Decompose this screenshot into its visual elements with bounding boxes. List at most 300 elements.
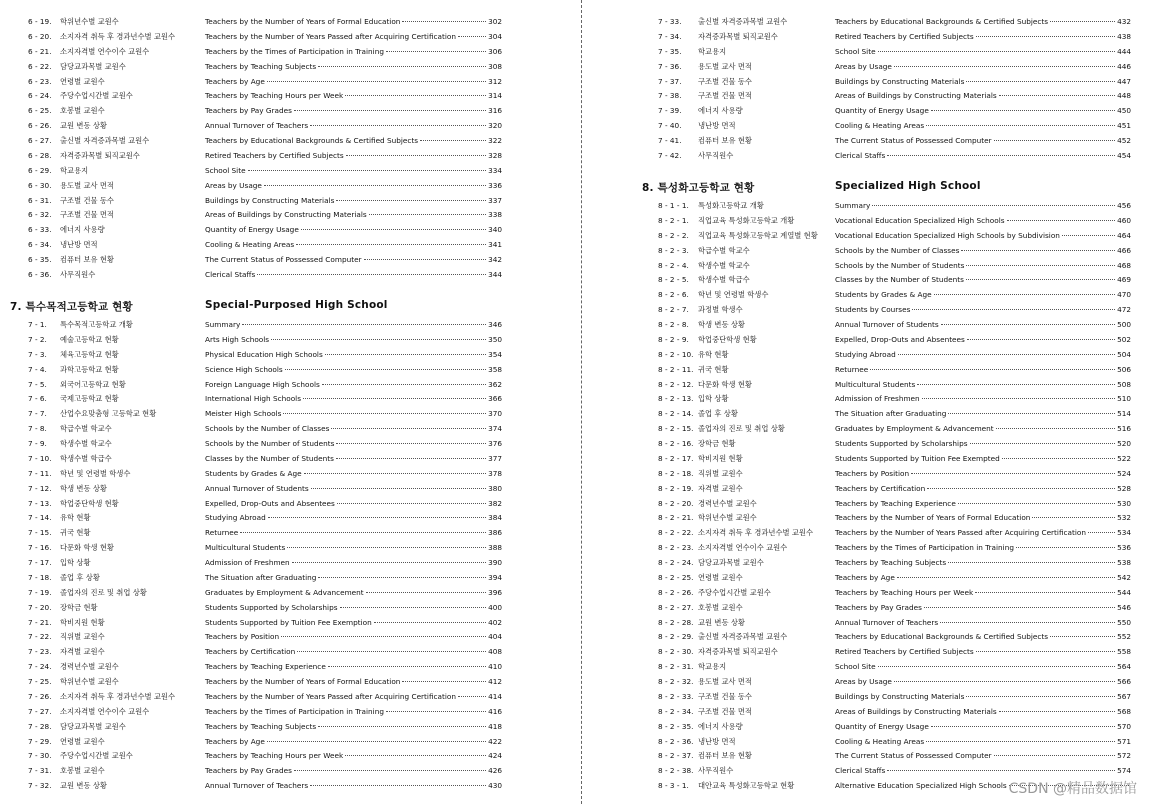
dot-leader	[301, 229, 486, 230]
toc-entry[interactable]	[588, 199, 1151, 214]
entry-title-en: Summary	[835, 201, 871, 210]
entry-title-en: Teachers by the Number of Years of Formal Education	[205, 17, 401, 26]
toc-entry[interactable]	[588, 616, 1151, 631]
entry-title-en: Teachers by the Number of Years of Formal Education	[205, 677, 401, 686]
entry-title-ko: 학년 및 연령별 학생수	[698, 290, 769, 300]
entry-title-en: Clerical Staffs	[205, 269, 256, 279]
toc-entry[interactable]	[0, 378, 575, 393]
entry-title-ko: 자격증과목별 퇴직교원수	[698, 647, 778, 657]
toc-entry[interactable]	[0, 134, 575, 149]
entry-number: 6 - 21.	[28, 46, 52, 56]
entry-title-en: Expelled, Drop-Outs and Absentees	[835, 334, 965, 344]
toc-entry[interactable]	[0, 660, 575, 675]
toc-entry[interactable]	[0, 749, 575, 764]
entry-title-en: Teachers by Teaching Subjects	[205, 721, 317, 731]
entry-number: 7 - 40.	[658, 121, 682, 131]
entry-title-en-line	[205, 660, 502, 675]
entry-page-number: 432	[1117, 17, 1131, 26]
toc-entry[interactable]	[0, 348, 575, 363]
dot-leader	[336, 443, 486, 444]
toc-entry[interactable]	[588, 75, 1151, 90]
entry-number: 8 - 2 - 28.	[658, 617, 694, 627]
entry-title-ko: 졸업 후 상황	[698, 409, 738, 419]
dot-leader	[897, 577, 1115, 578]
entry-title-ko: 용도별 교사 면적	[60, 180, 114, 190]
toc-entry[interactable]	[0, 104, 575, 119]
entry-page-number: 376	[488, 439, 502, 448]
entry-title-en-line	[205, 119, 502, 134]
entry-page-number: 316	[488, 106, 502, 116]
entry-title-en: Science High Schools	[205, 364, 283, 374]
toc-entry[interactable]	[0, 318, 575, 333]
entry-number: 8 - 2 - 18.	[658, 468, 694, 478]
toc-entry[interactable]	[588, 104, 1151, 119]
dot-leader	[271, 339, 486, 340]
entry-title-ko: 컴퓨터 보유 현황	[698, 136, 752, 145]
entry-page-number: 378	[488, 468, 502, 478]
toc-entry[interactable]	[0, 526, 575, 541]
entry-page-number: 382	[488, 498, 502, 508]
toc-entry[interactable]	[588, 348, 1151, 363]
dot-leader	[304, 473, 486, 474]
dot-leader	[934, 294, 1115, 295]
dot-leader	[1088, 532, 1115, 533]
entry-title-ko: 입학 상황	[698, 394, 729, 404]
entry-title-ko: 에너지 사용량	[698, 106, 743, 116]
entry-title-en: Schools by the Number of Classes	[205, 424, 330, 434]
toc-entry[interactable]	[588, 259, 1151, 274]
toc-entry[interactable]	[588, 749, 1151, 764]
entry-number: 7 - 28.	[28, 721, 52, 731]
entry-title-en: Annual Turnover of Students	[835, 320, 939, 329]
dot-leader	[294, 110, 486, 111]
entry-number: 8 - 2 - 3.	[658, 245, 689, 255]
entry-title-en-line	[205, 586, 502, 601]
dot-leader	[328, 666, 486, 667]
toc-entry[interactable]	[588, 437, 1151, 452]
toc-entry[interactable]	[588, 467, 1151, 482]
dot-leader	[257, 274, 486, 275]
entry-page-number: 564	[1117, 662, 1131, 672]
toc-entry[interactable]	[588, 229, 1151, 244]
toc-entry[interactable]	[0, 223, 575, 238]
dot-leader	[1050, 636, 1115, 637]
entry-number: 7 - 19.	[28, 587, 52, 597]
toc-entry[interactable]	[0, 437, 575, 452]
toc-entry[interactable]	[0, 89, 575, 104]
entry-title-en: Teachers by the Times of Participation in Training	[205, 46, 384, 56]
toc-entry[interactable]	[588, 541, 1151, 556]
toc-entry[interactable]	[0, 238, 575, 253]
entry-title-ko: 냉난방 면적	[698, 121, 736, 131]
toc-entry[interactable]	[0, 720, 575, 735]
entry-title-en-line	[835, 452, 1131, 467]
toc-entry[interactable]	[588, 452, 1151, 467]
entry-title-en: Teachers by Educational Backgrounds & Certified Subjects	[835, 17, 1049, 26]
toc-entry[interactable]	[0, 630, 575, 645]
toc-entry[interactable]	[0, 363, 575, 378]
toc-entry[interactable]	[588, 660, 1151, 675]
toc-entry[interactable]	[588, 497, 1151, 512]
entry-page-number: 456	[1117, 201, 1131, 210]
entry-title-ko: 학교용지	[698, 46, 727, 56]
entry-title-en-line	[205, 675, 502, 690]
entry-title-ko: 출신별 자격증과목별 교원수	[60, 136, 150, 145]
entry-title-en-line	[835, 348, 1131, 363]
dot-leader	[941, 324, 1115, 325]
entry-title-ko: 구조별 건물 면적	[698, 91, 752, 101]
entry-page-number: 542	[1117, 572, 1131, 582]
dot-leader	[970, 443, 1116, 444]
section-7-title-en: Special-Purposed High School	[205, 299, 388, 311]
toc-entry[interactable]	[588, 630, 1151, 645]
toc-entry[interactable]	[588, 214, 1151, 229]
entry-title-en-line	[835, 229, 1131, 244]
toc-entry[interactable]	[0, 452, 575, 467]
entry-title-ko: 주당수업시간별 교원수	[60, 751, 133, 761]
entry-number: 8 - 2 - 35.	[658, 721, 694, 731]
dot-leader	[878, 51, 1116, 52]
entry-title-en-line	[205, 720, 502, 735]
entry-number: 6 - 25.	[28, 106, 52, 116]
entry-title-ko: 출신별 자격증과목별 교원수	[698, 632, 788, 642]
entry-number: 8 - 2 - 24.	[658, 558, 694, 567]
entry-title-en: Teachers by Teaching Hours per Week	[205, 751, 344, 761]
entry-title-ko: 학위년수별 교원수	[60, 17, 119, 26]
entry-number: 7 - 13.	[28, 498, 52, 508]
entry-page-number: 546	[1117, 602, 1131, 612]
entry-title-en-line	[835, 660, 1131, 675]
entry-title-ko: 학생수별 학급수	[698, 275, 750, 285]
entry-number: 7 - 7.	[28, 409, 47, 419]
dot-leader	[325, 354, 486, 355]
entry-title-ko: 학위년수별 교원수	[60, 677, 119, 686]
dot-leader	[296, 244, 486, 245]
entry-title-en-line	[205, 134, 502, 149]
toc-entry[interactable]	[588, 318, 1151, 333]
entry-title-ko: 주당수업시간별 교원수	[60, 91, 133, 101]
dot-leader	[976, 36, 1115, 37]
entry-title-ko: 구조별 건물 면적	[698, 706, 752, 716]
entry-title-ko: 컴퓨터 보유 현황	[60, 255, 114, 264]
toc-entry[interactable]	[588, 45, 1151, 60]
entry-title-ko: 호봉별 교원수	[698, 602, 743, 612]
entry-title-en-line	[205, 60, 502, 75]
dot-leader	[894, 681, 1115, 682]
entry-title-en-line	[835, 467, 1131, 482]
toc-entry[interactable]	[588, 720, 1151, 735]
toc-entry[interactable]	[0, 511, 575, 526]
entry-title-ko: 소지자격 취득 후 경과년수별 교원수	[698, 528, 814, 538]
entry-title-en-line	[835, 303, 1131, 318]
dot-leader	[318, 577, 486, 578]
toc-entry[interactable]	[588, 30, 1151, 45]
entry-page-number: 346	[488, 320, 502, 329]
toc-entry[interactable]	[588, 392, 1151, 407]
entry-title-en: Studying Abroad	[835, 349, 896, 359]
entry-number: 8 - 2 - 32.	[658, 677, 694, 686]
toc-entry[interactable]	[588, 556, 1151, 571]
entry-number: 6 - 35.	[28, 255, 52, 264]
entry-number: 7 - 10.	[28, 453, 52, 463]
entry-title-ko: 주당수업시간별 교원수	[698, 587, 771, 597]
dot-leader	[369, 214, 486, 215]
entry-page-number: 400	[488, 602, 502, 612]
toc-entry[interactable]	[588, 705, 1151, 720]
entry-number: 8 - 2 - 8.	[658, 320, 689, 329]
entry-title-en-line	[835, 288, 1131, 303]
toc-entry[interactable]	[0, 482, 575, 497]
entry-number: 6 - 20.	[28, 31, 52, 41]
toc-entry[interactable]	[0, 119, 575, 134]
entry-number: 7 - 24.	[28, 662, 52, 672]
dot-leader	[931, 110, 1115, 111]
entry-page-number: 390	[488, 558, 502, 567]
toc-entry[interactable]	[588, 333, 1151, 348]
dot-leader	[240, 532, 486, 533]
entry-page-number: 438	[1117, 31, 1131, 41]
toc-entry[interactable]	[588, 288, 1151, 303]
toc-entry[interactable]	[0, 764, 575, 779]
dot-leader	[1016, 547, 1115, 548]
entry-page-number: 520	[1117, 439, 1131, 448]
entry-title-en: Schools by the Number of Classes	[835, 245, 960, 255]
toc-entry[interactable]	[0, 333, 575, 348]
entry-title-en: Cooling & Heating Areas	[835, 736, 925, 746]
toc-entry[interactable]	[588, 690, 1151, 705]
toc-entry[interactable]	[588, 675, 1151, 690]
entry-title-ko: 특수목적고등학교 개황	[60, 320, 133, 329]
entry-title-en-line	[205, 104, 502, 119]
entry-number: 6 - 29.	[28, 165, 52, 175]
dot-leader	[374, 622, 486, 623]
toc-entry[interactable]	[0, 616, 575, 631]
entry-title-ko: 구조별 건물 동수	[698, 691, 752, 701]
entry-title-ko: 용도별 교사 면적	[698, 677, 752, 686]
entry-title-ko: 경력년수별 교원수	[698, 498, 757, 508]
toc-list-section-7	[0, 318, 575, 794]
toc-entry[interactable]	[0, 779, 575, 794]
entry-page-number: 334	[488, 165, 502, 175]
toc-entry[interactable]	[0, 467, 575, 482]
entry-title-en-line	[835, 749, 1131, 764]
entry-title-en: Admission of Freshmen	[835, 394, 920, 404]
dot-leader	[268, 517, 486, 518]
entry-number: 8 - 2 - 12.	[658, 379, 694, 389]
entry-number: 7 - 33.	[658, 17, 682, 26]
entry-title-en-line	[205, 348, 502, 363]
toc-entry[interactable]	[588, 735, 1151, 750]
toc-entry[interactable]	[0, 571, 575, 586]
toc-entry[interactable]	[0, 675, 575, 690]
entry-title-ko: 에너지 사용량	[60, 225, 105, 235]
toc-entry[interactable]	[588, 273, 1151, 288]
dot-leader	[922, 398, 1115, 399]
dot-leader	[281, 636, 486, 637]
entry-title-en: The Current Status of Possessed Computer	[835, 136, 992, 145]
dot-leader	[322, 384, 486, 385]
entry-page-number: 544	[1117, 587, 1131, 597]
toc-entry[interactable]	[588, 303, 1151, 318]
toc-entry[interactable]	[588, 586, 1151, 601]
entry-title-ko: 소지자격별 연수이수 교원수	[60, 706, 150, 716]
entry-title-en: Teachers by the Number of Years Passed after Acquiring Certification	[205, 691, 457, 701]
entry-title-en-line	[835, 392, 1131, 407]
entry-page-number: 308	[488, 61, 502, 71]
entry-title-en-line	[205, 30, 502, 45]
entry-title-en-line	[205, 194, 502, 209]
entry-title-en: Buildings by Constructing Materials	[205, 195, 335, 205]
toc-entry[interactable]	[0, 208, 575, 223]
entry-title-en-line	[835, 259, 1131, 274]
entry-page-number: 446	[1117, 61, 1131, 71]
entry-title-ko: 학생 변동 상황	[60, 483, 107, 493]
toc-entry[interactable]	[0, 556, 575, 571]
toc-entry[interactable]	[0, 705, 575, 720]
toc-entry[interactable]	[0, 60, 575, 75]
toc-entry[interactable]	[588, 378, 1151, 393]
toc-entry[interactable]	[0, 407, 575, 422]
entry-title-en-line	[835, 363, 1131, 378]
entry-title-ko: 경력년수별 교원수	[60, 662, 119, 672]
entry-title-en: Teachers by Teaching Hours per Week	[205, 91, 344, 101]
entry-title-ko: 학업중단학생 현황	[698, 334, 757, 344]
dot-leader	[961, 250, 1115, 251]
entry-title-ko: 입학 상황	[60, 558, 91, 567]
entry-title-en-line	[835, 645, 1131, 660]
toc-entry[interactable]	[0, 15, 575, 30]
entry-number: 6 - 32.	[28, 210, 52, 220]
entry-title-en: Teachers by Pay Grades	[205, 766, 292, 776]
entry-title-en: Cooling & Heating Areas	[835, 121, 925, 131]
entry-title-en-line	[835, 119, 1131, 134]
toc-entry[interactable]	[0, 422, 575, 437]
toc-entry[interactable]	[0, 541, 575, 556]
toc-entry[interactable]	[588, 571, 1151, 586]
entry-title-en: Quantity of Energy Usage	[205, 225, 299, 235]
toc-entry[interactable]	[0, 392, 575, 407]
entry-title-ko: 냉난방 면적	[60, 240, 98, 250]
entry-number: 6 - 30.	[28, 180, 52, 190]
entry-title-en-line	[835, 571, 1131, 586]
toc-entry[interactable]	[0, 179, 575, 194]
entry-title-ko: 특성화고등학교 개황	[698, 201, 764, 210]
entry-title-ko: 사무직원수	[698, 766, 734, 776]
toc-entry[interactable]	[0, 253, 575, 268]
entry-page-number: 450	[1117, 106, 1131, 116]
entry-title-en-line	[205, 318, 502, 333]
entry-title-ko: 졸업자의 진로 및 취업 상황	[60, 587, 147, 597]
toc-entry[interactable]	[588, 526, 1151, 541]
toc-entry[interactable]	[0, 194, 575, 209]
toc-entry[interactable]	[588, 149, 1151, 164]
entry-number: 7 - 27.	[28, 706, 52, 716]
entry-page-number: 570	[1117, 721, 1131, 731]
entry-number: 8 - 3 - 1.	[658, 781, 689, 791]
dot-leader	[966, 81, 1115, 82]
toc-entry[interactable]	[588, 15, 1151, 30]
dot-leader	[340, 607, 487, 608]
entry-page-number: 386	[488, 528, 502, 538]
entry-title-en-line	[835, 75, 1131, 90]
toc-entry[interactable]	[588, 422, 1151, 437]
entry-title-en: Annual Turnover of Teachers	[205, 121, 309, 131]
entry-title-en-line	[835, 214, 1131, 229]
entry-title-en-line	[205, 690, 502, 705]
dot-leader	[345, 95, 486, 96]
right-page	[588, 0, 1151, 804]
toc-entry[interactable]	[588, 60, 1151, 75]
toc-entry[interactable]	[0, 497, 575, 512]
toc-entry[interactable]	[588, 134, 1151, 149]
toc-entry[interactable]	[588, 89, 1151, 104]
toc-entry[interactable]	[588, 407, 1151, 422]
toc-entry[interactable]	[588, 119, 1151, 134]
entry-title-ko: 연령별 교원수	[60, 736, 105, 746]
toc-entry[interactable]	[0, 45, 575, 60]
toc-entry[interactable]	[0, 30, 575, 45]
toc-entry[interactable]	[0, 268, 575, 283]
entry-title-ko: 자격별 교원수	[698, 483, 743, 493]
toc-entry[interactable]	[0, 149, 575, 164]
entry-title-en-line	[205, 223, 502, 238]
entry-title-ko: 구조별 건물 동수	[60, 195, 114, 205]
entry-title-ko: 담당교과목별 교원수	[60, 721, 126, 731]
entry-page-number: 454	[1117, 150, 1131, 160]
toc-entry[interactable]	[0, 164, 575, 179]
toc-entry[interactable]	[588, 244, 1151, 259]
entry-title-en-line	[835, 437, 1131, 452]
entry-title-en-line	[835, 705, 1131, 720]
toc-entry[interactable]	[0, 601, 575, 616]
toc-entry[interactable]	[588, 482, 1151, 497]
entry-title-en: Areas of Buildings by Constructing Materials	[205, 210, 367, 220]
toc-entry[interactable]	[0, 735, 575, 750]
entry-number: 8 - 2 - 31.	[658, 662, 694, 672]
entry-title-ko: 자격증과목별 퇴직교원수	[698, 31, 778, 41]
toc-entry[interactable]	[0, 645, 575, 660]
entry-number: 7 - 4.	[28, 364, 47, 374]
entry-title-en: Teachers by Age	[835, 572, 895, 582]
entry-title-en: School Site	[835, 662, 876, 672]
toc-entry[interactable]	[0, 690, 575, 705]
entry-number: 6 - 34.	[28, 240, 52, 250]
entry-number: 6 - 31.	[28, 195, 52, 205]
toc-entry[interactable]	[588, 601, 1151, 616]
entry-title-en: Studying Abroad	[205, 513, 266, 523]
toc-entry[interactable]	[588, 764, 1151, 779]
entry-title-en: Students by Grades & Age	[205, 468, 302, 478]
entry-title-ko: 사무직원수	[60, 269, 96, 279]
toc-entry[interactable]	[588, 511, 1151, 526]
entry-title-en: Annual Turnover of Teachers	[205, 781, 309, 791]
toc-entry[interactable]	[588, 363, 1151, 378]
entry-page-number: 337	[488, 195, 502, 205]
entry-number: 8 - 2 - 16.	[658, 439, 694, 448]
dot-leader	[311, 488, 486, 489]
entry-page-number: 370	[488, 409, 502, 419]
entry-number: 6 - 36.	[28, 269, 52, 279]
entry-number: 7 - 21.	[28, 617, 52, 627]
entry-page-number: 574	[1117, 766, 1131, 776]
toc-entry[interactable]	[0, 75, 575, 90]
toc-entry[interactable]	[588, 645, 1151, 660]
entry-page-number: 568	[1117, 706, 1131, 716]
entry-number: 7 - 3.	[28, 349, 47, 359]
toc-entry[interactable]	[0, 586, 575, 601]
dot-leader	[926, 741, 1115, 742]
entry-number: 8 - 2 - 33.	[658, 691, 694, 701]
